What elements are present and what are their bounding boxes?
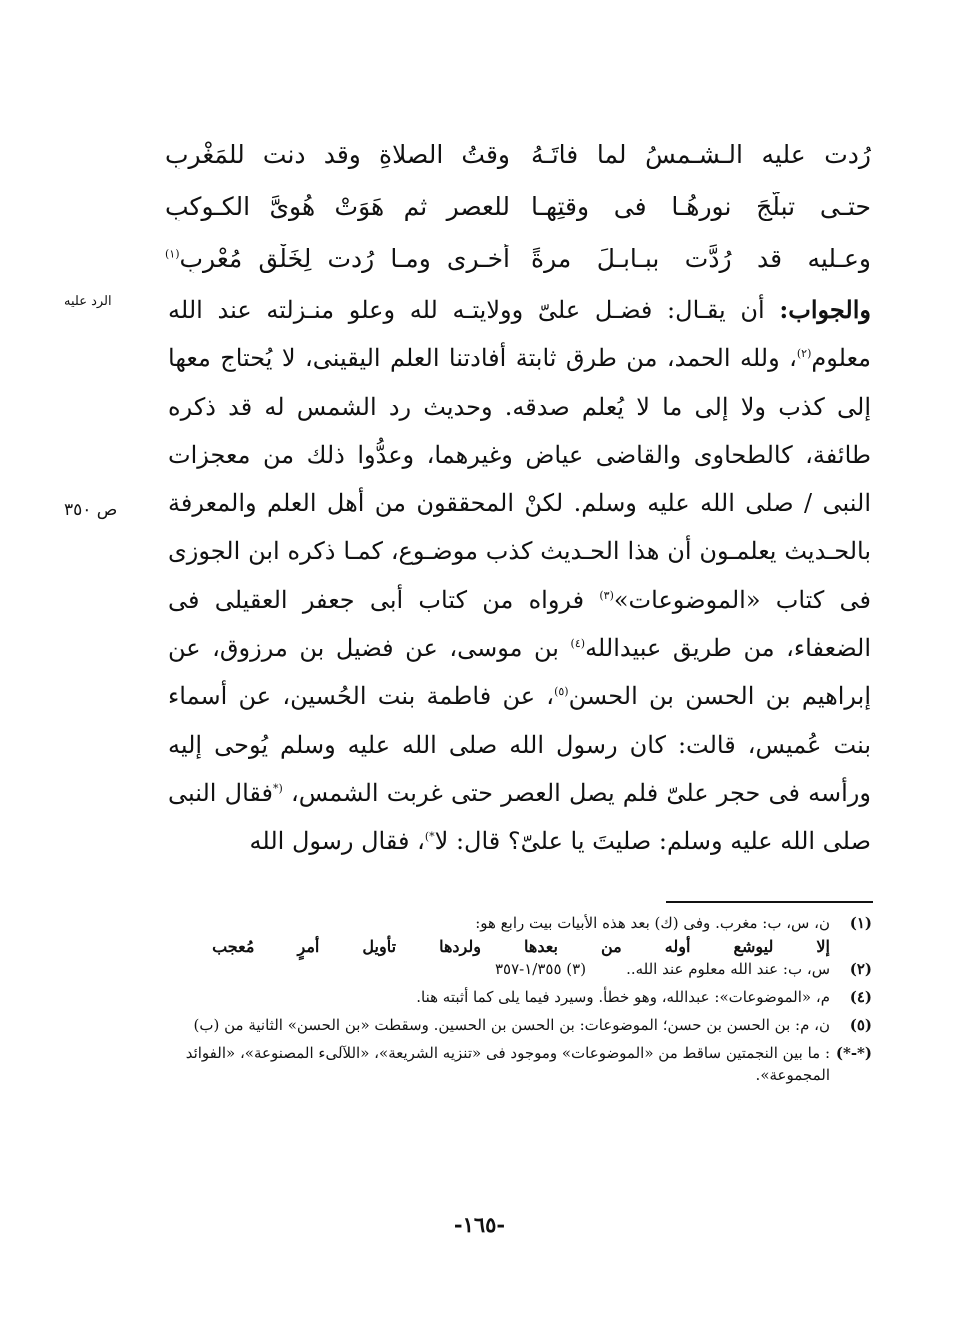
- footnotes: [172, 912, 872, 1092]
- verse-word: تأويل: [362, 937, 397, 956]
- text-run: فرواه من كتاب أبى جعفر العقيلى فى الضعفاء، من طريق عبيدالله: [168, 585, 871, 663]
- main-text: [168, 286, 871, 866]
- footnote-mark: (٣): [599, 588, 614, 602]
- second-hemistich: وقتُ الصلاةِ وقد دنت للمَغْربِ: [165, 139, 510, 169]
- poem-verse: [165, 128, 871, 180]
- verse-word: إلا: [816, 937, 830, 956]
- footnote-4: [172, 986, 872, 1008]
- footnote-line: [172, 958, 830, 980]
- footnote-star: [172, 1042, 872, 1086]
- footnote-text: ١/٣٥٥-٣٥٧: [494, 960, 562, 978]
- verse-word: مُعجب: [212, 937, 255, 956]
- footnote-number: (٥): [849, 1016, 872, 1034]
- answer-lead-word: والجواب:: [779, 295, 871, 324]
- footnote-text: م، «الموضوعات»: عبدالله، وهو خطأ. وسيرد فيما يلى كما أثبته هنا.: [416, 988, 830, 1006]
- footnote-number: (٣): [566, 960, 587, 978]
- footnote-number: (٢): [849, 960, 872, 978]
- page-number: -١٦٥-: [453, 1212, 506, 1237]
- footnote-mark: (٤): [570, 637, 586, 651]
- text-run: ، فقال رسول الله: [249, 827, 425, 856]
- footnote-text: : ما بين النجمتين ساقط من «الموضوعات» وموجود فى «تنزيه الشريعة»، «اللآلىء المصنوعة»، «الفوائد المجموعة».: [185, 1044, 830, 1084]
- footnote-1: [172, 912, 872, 934]
- poem-block: [165, 128, 871, 284]
- margin-note-refutation: الرد عليه: [64, 294, 112, 309]
- verse-word: ليوشع: [733, 937, 774, 956]
- footnote-number: (*-*): [835, 1044, 872, 1062]
- verse-word: بعدها: [524, 937, 558, 956]
- first-hemistich: وعـليه قد رُدَّت ببـابـلَ مرةً: [531, 243, 871, 273]
- footnote-mark: (١): [165, 247, 180, 261]
- verse-word: ولردها: [439, 937, 481, 956]
- text-run: بن موسى، عن فضيل بن مرزوق، عن إبراهيم بن الحسن بن الحسن: [168, 634, 871, 711]
- second-hemistich: للعصرِ ثم هَوَتْ هُوِىَّ الكـوكبِ: [165, 191, 510, 221]
- star-mark-open: (*: [273, 781, 283, 795]
- text-run: ، عن فاطمة بنت الحُسين، عن أسماء بنت عُميس، قالت: كان رسول الله صلى الله عليه وسلم يُوحى إليه ورأسه فى حجر علىّ فلم يصل العصر حتى غربت الشمس،: [168, 682, 871, 807]
- first-hemistich: حتـى تبلَّجَ نورهُـا فى وقتِهـا: [531, 191, 871, 221]
- footnote-5: [172, 1014, 872, 1036]
- text-run: أن يقـال: فضـل علىّ وولايتـه لله وعلو منـزلته عند الله معلوم: [168, 296, 871, 373]
- footnote-mark: (٢): [796, 347, 812, 361]
- hemistich-text: أخـرى ومـا رُدت لِخَلْقٍ مُعْربِ: [179, 243, 510, 273]
- footnote-text: س، ب: عند الله معلوم عند الله..: [626, 960, 830, 978]
- poem-verse: [165, 232, 871, 284]
- footnote-text: ن، م: بن الحسن بن حسن؛ الموضوعات: بن الحسن بن الحسين. وسقطت «بن الحسن» الثانية من (ب): [193, 1016, 830, 1034]
- verse-word: أوله: [664, 937, 691, 956]
- footnote-mark: (٥): [554, 685, 569, 699]
- footnote-number: (٤): [849, 988, 872, 1006]
- footnote-2-3: [172, 958, 872, 980]
- first-hemistich: رُدت عليه الـشـمسُ لما فاتَـهُ: [531, 139, 871, 169]
- text-run: ، ولله الحمد، من طرق ثابتة أفادتنا العلم اليقينى، لا يُحتاج معها إلى كذب ولا إلى ما لا يُعلم صدقه. وحديث رد الشمس له قد ذكره طائفة، كالطحاوى والقاضى عياض وغيرهما، وعدُّوا ذلك من معجزات النبى / صلى الله عليه وسلم. لكنْ المحققون من أهل العلم والمعرفة بالحـديث يعلمـون أن هذا الحـديث كذب موضـوع، كمـا ذكره ابن الجوزى فى كتاب «الموضوعات»: [168, 344, 872, 614]
- text-run: فقال النبى صلى الله عليه وسلم: صليتَ يا علىّ؟ قال: لا: [168, 778, 871, 856]
- verse-word: أمرٍ: [297, 937, 320, 956]
- footnote-separator: [666, 901, 873, 903]
- verse-word: من: [600, 937, 622, 956]
- footnote-text: ن، س، ب: مغرب. وفى (ك) بعد هذه الأبيات بيت رابع هو:: [475, 914, 830, 932]
- margin-page-reference: ص ٣٥٠: [64, 500, 118, 520]
- second-hemistich: [165, 244, 510, 273]
- star-mark-close: *): [424, 830, 435, 844]
- poem-verse: [165, 180, 871, 232]
- footnote-verse: [172, 936, 872, 958]
- footnote-number: (١): [849, 914, 872, 932]
